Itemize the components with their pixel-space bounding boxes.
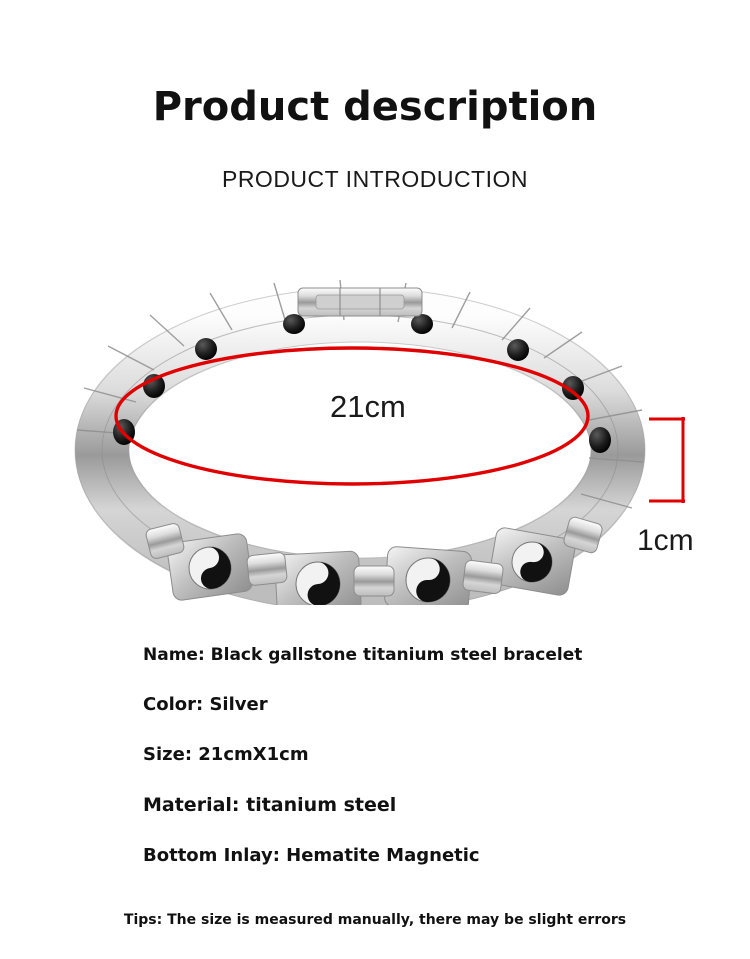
spec-row: Size: 21cmX1cm: [143, 744, 309, 765]
width-annotation-label: 1cm: [637, 524, 694, 557]
tips-note: Tips: The size is measured manually, there may be slight errors: [123, 912, 627, 928]
page-subtitle: PRODUCT INTRODUCTION: [221, 166, 528, 192]
spec-row: Bottom Inlay: Hematite Magnetic: [143, 845, 480, 866]
spec-row: Color: Silver: [143, 694, 268, 715]
page-title: Product description: [152, 84, 598, 130]
width-measure-bracket: [645, 415, 705, 510]
bracelet-illustration: [60, 275, 660, 605]
length-annotation-label: 21cm: [330, 389, 406, 424]
product-image: [60, 275, 640, 595]
spec-row: Material: titanium steel: [143, 794, 397, 816]
spec-row: Name: Black gallstone titanium steel bracelet: [143, 645, 583, 665]
spec-list: [143, 645, 703, 895]
